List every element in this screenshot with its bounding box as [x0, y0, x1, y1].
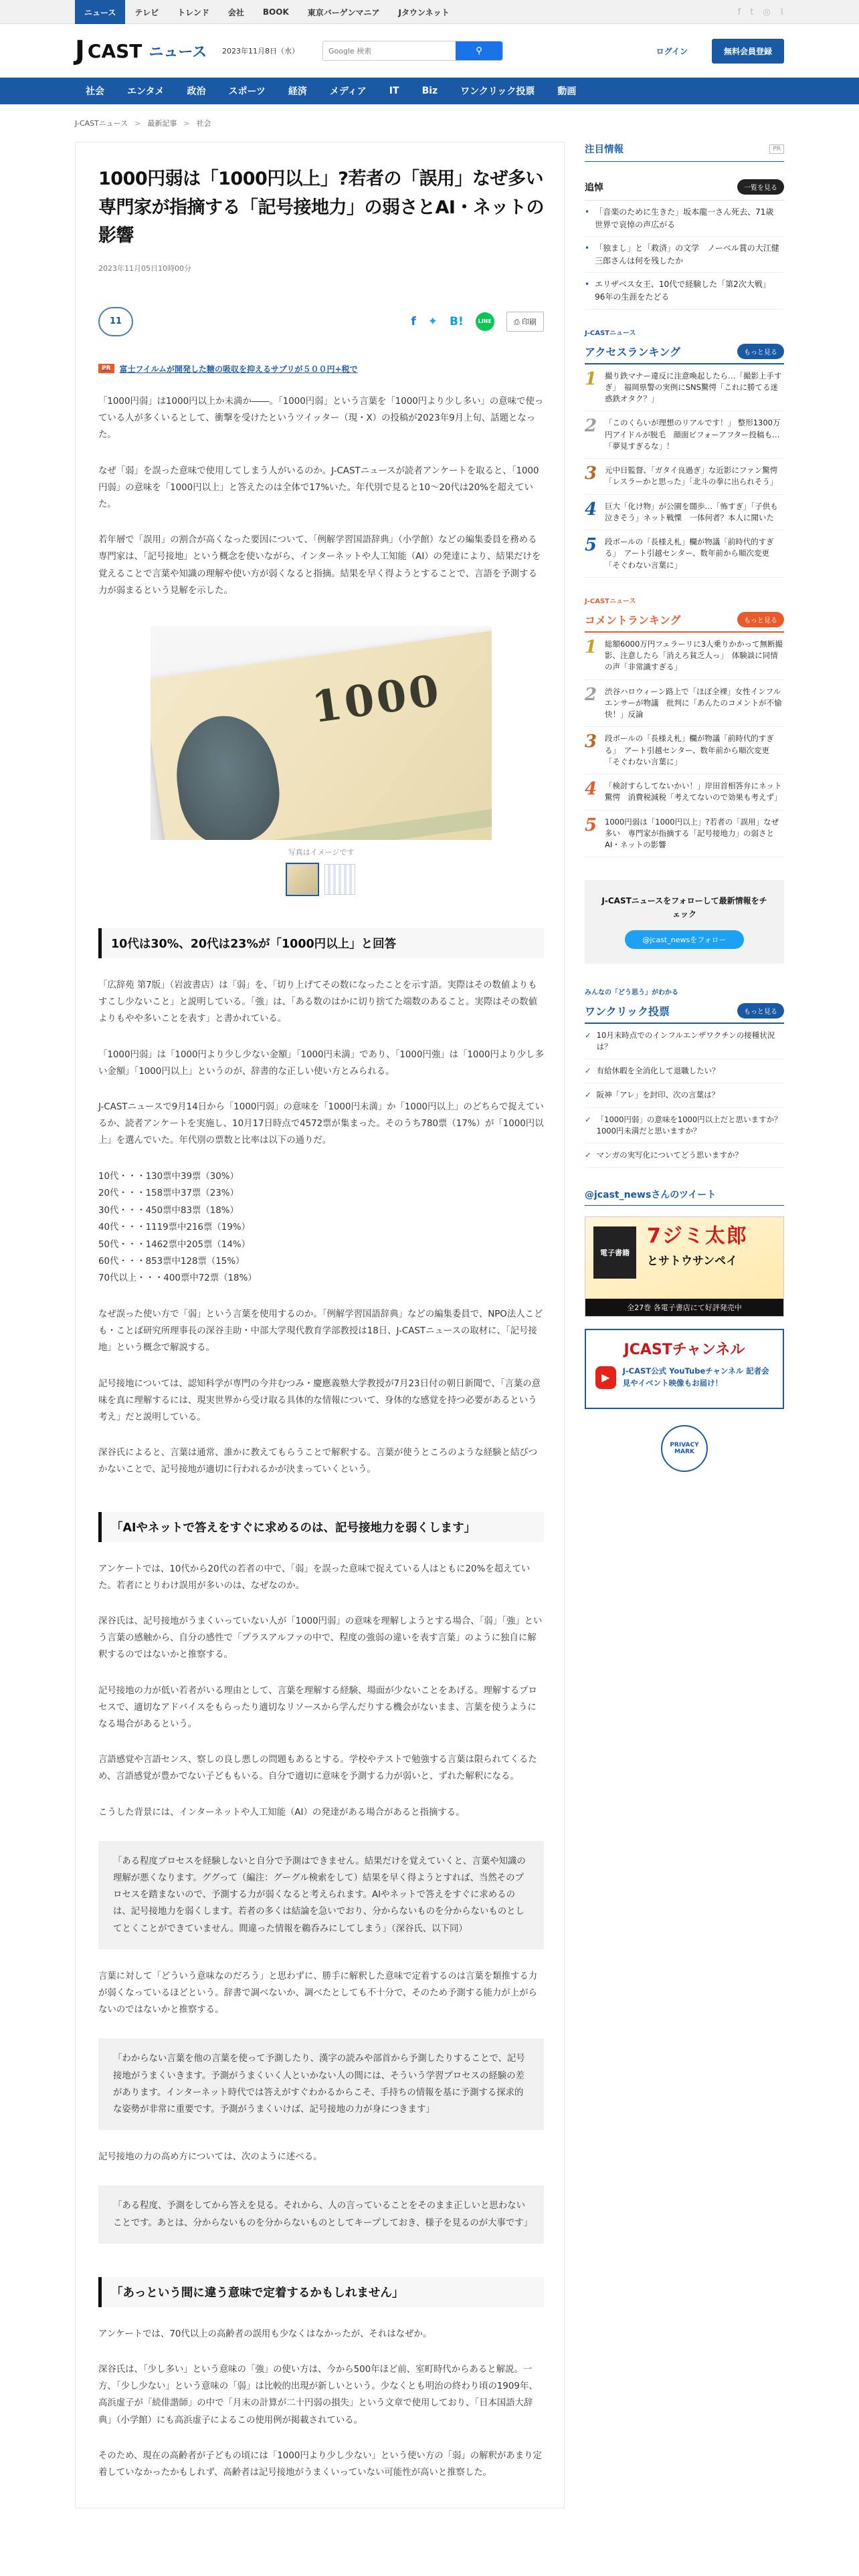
- hatena-share-icon[interactable]: B!: [449, 314, 464, 328]
- poll-item[interactable]: [585, 1083, 784, 1107]
- search-icon: ⚲: [476, 45, 482, 56]
- ranking-text: 元中日監督、「ガタイ良過ぎ」な近影にファン驚愕「レスラーかと思った」「北斗の拳に出られそう」: [605, 465, 778, 487]
- youtube-icon: ▶: [595, 1366, 616, 1389]
- banknote-denomination: 1000: [308, 665, 445, 734]
- comment-count-button[interactable]: [98, 307, 133, 336]
- ad-subtitle: とサトウサンペイ: [647, 1255, 738, 1269]
- search-button[interactable]: [456, 41, 502, 60]
- rank-number: 1: [585, 637, 597, 657]
- ranking-item[interactable]: [585, 530, 784, 578]
- memorial-title: 追悼: [585, 182, 603, 193]
- youtube-channel-banner[interactable]: [585, 1329, 784, 1409]
- privacy-mark-seal[interactable]: PRIVACY MARK: [661, 1425, 708, 1472]
- ebook-badge: 電子書籍: [593, 1226, 636, 1279]
- comment-label: J-CASTニュース: [585, 597, 636, 605]
- age-results-list: [98, 1168, 544, 1287]
- follow-box: [585, 880, 784, 963]
- register-button[interactable]: 無料会員登録: [712, 39, 784, 64]
- ranking-text: 段ボールの「長様え札」欄が物議「前時代的すぎる」 アート引越センター、数年前から順次変更「そぐわない言葉に」: [605, 734, 774, 766]
- list-item[interactable]: [585, 201, 784, 237]
- ranking-text: 「このくらいが理想のリアルです！」 整形1300万円アイドルが脱毛 顔面ビフォーアフター投稿も…「夢見すぎるな」！: [605, 418, 781, 451]
- list-item-text: 「独まし」と「救済」の文学 ノーベル賞の大江健三郎さんは何を残したか: [595, 243, 779, 265]
- age-result: 50代・・・1462票中205票（14%）: [98, 1239, 250, 1250]
- rank-number: 4: [585, 779, 597, 800]
- photo-thumbnails: [151, 864, 492, 895]
- paragraph: 深谷氏は、「少し多い」という意味の「強」の使い方は、今から500年ほど前、室町時代からあると解説。一方、「少し少ない」という意味の「弱」は比較的出現が新しいという。少なくとも明治の終わり頃の1909年、高浜虚子が「続俳諧師」の中で「月末の計算が二十円弱の損失」という文章で使用しており、「日本国語大辞典」（小学館）にも高浜虚子によるこの使用例が掲載されている。: [98, 2365, 538, 2426]
- poll-text: 阪神「アレ」を封印、次の言葉は？: [596, 1090, 720, 1100]
- rank-number: 1: [585, 368, 597, 389]
- notice-title: 注目情報: [585, 144, 624, 155]
- rank-number: 5: [585, 535, 597, 556]
- rank-number: 3: [585, 732, 597, 752]
- sidebar: [585, 142, 790, 2508]
- global-nav: [0, 78, 859, 104]
- logo-j: J: [75, 35, 84, 66]
- paragraph: 「広辞苑 第7版」（岩波書店）は「弱」を、「切り上げてその数になったことを示す語。実際はその数値よりもすこし少ないこと」と説明している。「強」は、「ある数のはかに切り捨てた端数のあること。実際はその数値よりもやや多いことを表す」と書かれている。: [98, 980, 538, 1025]
- logo-news: ニュース: [149, 43, 207, 61]
- access-label: J-CASTニュース: [585, 329, 636, 337]
- pr-badge: PR: [769, 144, 784, 154]
- top-social-icons: [738, 7, 784, 17]
- twitter-icon[interactable]: t: [750, 7, 754, 17]
- paragraph: 深谷氏によると、言葉は通常、誰かに教えてもらうことで解釈する。言葉が使うところのような経験と結びつかないことで、記号接地が適切に行われるかが決まっていくという。: [98, 1448, 538, 1475]
- bullet-icon: •: [585, 243, 590, 253]
- gnav-society[interactable]: 社会: [86, 86, 104, 97]
- instagram-icon[interactable]: ◎: [763, 7, 771, 17]
- topnav-trend[interactable]: トレンド: [177, 7, 209, 17]
- ranking-item[interactable]: [585, 495, 784, 531]
- comment-ranking-header: [585, 608, 784, 633]
- share-bar: [98, 303, 544, 340]
- channel-subtitle: J-CAST公式 YouTubeチャンネル 記者会見やイベント映像もお届け！: [622, 1366, 769, 1388]
- printer-icon: ⎙: [513, 317, 522, 326]
- article: [75, 142, 565, 2508]
- rank-number: 4: [585, 499, 597, 520]
- access-ranking-header: [585, 340, 784, 364]
- paragraph: そのため、現在の高齢者が子どもの頃には「1000円より少し少ない」という使い方の「弱」の解釈があまり定着していなかったかもしれず、高齢者は記号接地がうまくいっていない可能性が高いと推察した。: [98, 2450, 542, 2478]
- paragraph: 「1000円弱」は「1000円より少し少ない金額」「1000円未満」であり、「1000円強」は「1000円より少し多い金額」「1000円以上」というのが、辞書的な正しい使い方とみられる。: [98, 1049, 544, 1077]
- article-date: 2023年11月05日10時00分: [98, 263, 191, 273]
- poll-title: ワンクリック投票: [585, 1004, 670, 1018]
- gnav-economy[interactable]: 経済: [288, 86, 307, 97]
- ranking-item[interactable]: [585, 774, 784, 811]
- ranking-text: 渋谷ハロウィーン路上で「ほぼ全裸」女性インフルエンサーが物議 批判に「あんたのコメントが不愉快！」反論: [605, 686, 782, 720]
- check-icon: ✓: [585, 1030, 591, 1040]
- banknote-portrait: [169, 710, 286, 840]
- login-button[interactable]: ログイン: [656, 46, 688, 56]
- gnav-entertainment[interactable]: エンタメ: [127, 86, 165, 97]
- top-nav: [75, 0, 459, 24]
- section-heading: 「あっという間に違う意味で定着するかもしれません」: [98, 2277, 544, 2307]
- promo-link[interactable]: [98, 363, 544, 374]
- ranking-item[interactable]: [585, 364, 784, 412]
- memorial-more-button[interactable]: 一覧を見る: [737, 179, 784, 195]
- blockquote: [98, 1841, 544, 1949]
- paragraph: 「1000円弱」は1000円以上か未満か――。「1000円弱」という言葉を「1000円より少し多い」の意味で使っている人が多くいるとして、衝撃を受けたというツイッター（現・X）の投稿が2023年9月上旬、話題となった。: [98, 396, 544, 441]
- photo-caption: 写真はイメージです: [288, 848, 355, 857]
- gnav-sports[interactable]: スポーツ: [228, 86, 266, 97]
- poll-section: [585, 986, 790, 1168]
- age-result: 30代・・・450票中83票（18%）: [98, 1205, 239, 1216]
- search-box: [322, 41, 503, 61]
- topnav-company[interactable]: 会社: [227, 7, 244, 17]
- top-bar: [0, 0, 859, 24]
- list-item-text: 「音楽のために生きた」坂本龍一さん死去、71歳 世界で哀悼の声広がる: [595, 207, 782, 229]
- breadcrumb-latest[interactable]: 最新記事: [147, 119, 177, 128]
- age-result: 10代・・・130票中39票（30%）: [98, 1171, 239, 1182]
- quote-text: 「ある程度プロセスを経験しないと自分で予測はできません。結果だけを覚えていくと、言葉や知識の理解が悪くなります。ググって（編注：グーグル検索をして）結果を早く得ようとすれば、当然そのプロセスを踏まないので、予測する力が弱くなると考えられます。AIやネットで答えをすぐに求めるのは、記号接地力を弱くします。若者の多くは結論を急いでおり、分からないものを分からないものとしてとくことができていません。間違った情報を鵜呑みにしてしまう」（深谷氏、以下同）: [113, 1856, 526, 1934]
- rank-number: 5: [585, 815, 597, 835]
- topnav-bargain[interactable]: 東京バーゲンマニア: [307, 7, 380, 17]
- article-body: [98, 393, 544, 2481]
- breadcrumb: [75, 104, 784, 142]
- ranking-item[interactable]: [585, 411, 784, 459]
- ranking-text: 1000円弱は「1000円以上」?若者の「誤用」なぜ多い 専門家が指摘する「記号接地力」の弱さとAI・ネットの影響: [605, 817, 779, 850]
- tweets-heading[interactable]: @jcast_newsさんのツイート: [585, 1188, 784, 1206]
- breadcrumb-society[interactable]: 社会: [196, 119, 211, 128]
- topnav-jtown[interactable]: Jタウンネット: [398, 7, 450, 17]
- quote-text: 「わからない言葉を他の言葉を使って予測したり、漢字の読みや部首から予測したりすることで、記号接地がうまくいきます。予測がうまくいく人といかない人の間には、そういう学習プロセスの経験の差があります。インターネット時代では答えがすぐわかるからこそ、手持ちの情報を基に予測する探求的な姿勢が非常に重要です。予測がうまくいけば、記号接地の力が身につきます」: [113, 2054, 525, 2115]
- check-icon: ✓: [585, 1090, 591, 1100]
- search-input[interactable]: [323, 41, 456, 60]
- list-item[interactable]: [585, 237, 784, 273]
- header-date: 2023年11月8日（水）: [222, 47, 299, 56]
- poll-text: 「1000円弱」の意味を1000円以上だと思いますか？ 1000円未満だと思いますか？: [596, 1114, 790, 1136]
- ranking-text: 総額6000万円フェラーリに3人乗りかかって無断撮影、注意したら「消えろ貧乏人っ」 体験談に同情の声「非常識すぎる」: [605, 639, 783, 672]
- check-icon: ✓: [585, 1150, 591, 1160]
- blockquote: [98, 2038, 544, 2130]
- site-logo[interactable]: [75, 35, 215, 66]
- poll-header: [585, 999, 784, 1024]
- gnav-biz[interactable]: Biz: [421, 86, 438, 96]
- paragraph: アンケートでは、10代から20代の若者の中で、「弱」を誤った意味で捉えている人はともに20%を超えていた。若者にとりわけ誤用が多いのは、なぜなのか。: [98, 1564, 531, 1591]
- paragraph: なぜ「弱」を誤った意味で使用してしまう人がいるのか。J-CASTニュースが読者アンケートを取ると、「1000円弱」の意味を「1000円以上」と答えたのは全体で17%いた。年代別で見ると10～20代は20%を超えていた。: [98, 465, 539, 510]
- paragraph: こうした背景には、インターネットや人工知能（AI）の発達がある場合があると指摘する。: [98, 1807, 465, 1818]
- line-share-icon[interactable]: LINE: [476, 312, 494, 331]
- comment-count: 11: [109, 316, 122, 327]
- rank-number: 2: [585, 684, 597, 705]
- ranking-item[interactable]: [585, 727, 784, 774]
- notice-header: [585, 142, 784, 162]
- facebook-share-icon[interactable]: f: [411, 314, 416, 328]
- thumbnail-2[interactable]: [324, 864, 355, 895]
- ranking-item[interactable]: [585, 680, 784, 728]
- article-title: 1000円弱は「1000円以上」?若者の「誤用」なぜ多い 専門家が指摘する「記号接地力」の弱さとAI・ネットの影響: [98, 169, 561, 247]
- paragraph: アンケートでは、70代以上の高齢者の誤用も少なくはなかったが、それはなぜか。: [98, 2329, 432, 2339]
- memorial-list: [585, 201, 784, 310]
- twitter-follow-button[interactable]: @jcast_newsをフォロー: [625, 930, 743, 949]
- blockquote: [98, 2185, 544, 2243]
- logo-cast: CAST: [87, 39, 142, 62]
- section-heading: 「AIやネットで答えをすぐに求めるのは、記号接地力を弱くします」: [98, 1512, 544, 1542]
- bullet-icon: •: [585, 280, 590, 290]
- paragraph: 深谷氏は、記号接地がうまくいっていない人が「1000円弱」の意味を理解しようとする場合、「弱」「強」という言葉の感触から、自分の感性で「プラスアルファの中で、程度の強弱の違いを表す言葉」のように独自に解釈するのではないかと推察する。: [98, 1616, 543, 1660]
- list-item-text: エリザベス女王、10代で経験した「第2次大戦」 96年の生涯をたどる: [595, 280, 775, 302]
- paragraph: J-CASTニュースで9月14日から「1000円弱」の意味を「1000円未満」か「1000円以上」のどちらで捉えているか、読者アンケートを実施し、10月17日時点で4572票が集まった。そのうち780票（17%）が「1000円以上」を選んでいた。年代別の票数と比率は以下の通りだ。: [98, 1102, 544, 1146]
- channel-title-rest: CASTチャンネル: [629, 1341, 745, 1359]
- thumbnail-1[interactable]: [287, 864, 318, 895]
- access-ranking-title: アクセスランキング: [585, 345, 681, 358]
- gnav-poll[interactable]: ワンクリック投票: [460, 86, 535, 97]
- list-item[interactable]: [585, 273, 784, 309]
- age-result: 60代・・・853票中128票（15%）: [98, 1256, 245, 1267]
- print-button[interactable]: [506, 312, 544, 332]
- facebook-icon[interactable]: f: [737, 7, 741, 17]
- pr-tag: PR: [98, 364, 114, 373]
- poll-list: [585, 1024, 790, 1168]
- article-photo-banknote[interactable]: [151, 626, 492, 840]
- ranking-text: 「検討すらしてないかい！」岸田首相答弁にネット驚愕 消費税減税「考えてないので効果も考えず」: [605, 781, 782, 802]
- gnav-politics[interactable]: 政治: [187, 86, 206, 97]
- print-label: 印刷: [522, 317, 537, 326]
- poll-text: 有給休暇を全消化して退職したい？: [596, 1066, 720, 1076]
- ad-title: 7ジミ太郎: [647, 1224, 748, 1249]
- topnav-news[interactable]: ニュース: [75, 0, 125, 24]
- article-figure: [151, 626, 492, 895]
- paragraph: なぜ誤った使い方で「弱」という言葉を使用するのか。「例解学習国語辞典」などの編集委員で、NPO法人こども・ことば研究所理事長の深谷圭助・中部大学現代教育学部教授は18日、J-CASTニュースの取材に、「記号接地」という概念で解説する。: [98, 1309, 543, 1354]
- paragraph: 言語感覚や言語センス、察しの良し悪しの問題もあるとする。学校やテストで勉強する言葉は限られてくるため、言語感覚が豊かでない子どももいる。自分で適切に意味を予測する力が弱いと、ずれた解釈になる。: [98, 1755, 537, 1782]
- breadcrumb-home[interactable]: J-CASTニュース: [75, 119, 128, 128]
- paragraph: 若年層で「誤用」の割合が高くなった要因について、「例解学習国語辞典」（小学館）などの編集委員を務める専門家は、「記号接地」という概念を使いながら、インターネットや人工知能（AI）の発達により、結果だけを覚えることで言葉や知識の理解や使い方が弱くなると指摘。結果を早く得ようとすることで、言語を予測する力が弱まるという見解を示した。: [98, 535, 541, 596]
- comment-ranking-list: [585, 633, 784, 858]
- promo-text: 富士フイルムが開発した糖の吸収を抑えるサプリが５００円+税で: [119, 364, 358, 374]
- ranking-text: 巨大「化け物」が公園を闊歩…「怖すぎ」「子供も泣きそう」ネット戦慄 一体何者？本人に聞いた: [605, 501, 778, 522]
- follow-text: J-CASTニュースをフォローして最新情報をチェック: [601, 896, 767, 919]
- ebook-ad-banner[interactable]: [585, 1216, 784, 1317]
- access-ranking-list: [585, 364, 784, 578]
- banknote-image: [151, 628, 492, 840]
- ranking-text: 段ボールの「長様え札」欄が物議「前時代的すぎる」 アート引越センター、数年前から順次変更「そぐわない言葉に」: [605, 537, 774, 570]
- chevron-right-icon: >: [134, 118, 141, 128]
- poll-item[interactable]: [585, 1059, 784, 1083]
- rss-icon[interactable]: ⌇: [779, 7, 784, 17]
- access-more-button[interactable]: もっと見る: [737, 344, 784, 359]
- paragraph: 言葉に対して「どういう意味なのだろう」と思わずに、勝手に解釈した意味で定着するのは言葉を類推する力が弱くなっているほどという。辞書で調べないか、調べたとしても不十分で、そのため予測する能力が上がらないのではないかと推察する。: [98, 1971, 538, 2016]
- paragraph: 記号接地の力の高め方については、次のように述べる。: [98, 2152, 322, 2163]
- paragraph: 記号接地の力が低い若者がいる理由として、言葉を理解する経験、場面が少ないことをあげる。理解するプロセスで、適切なアドバイスをもらったり適切なリソースから学んだりする機会がないまま、言葉を使うようになる場合があるという。: [98, 1685, 537, 1729]
- bullet-icon: •: [585, 207, 590, 217]
- check-icon: ✓: [585, 1114, 591, 1124]
- twitter-share-icon[interactable]: ✦: [427, 314, 438, 328]
- rank-number: 2: [585, 416, 597, 437]
- poll-more-button[interactable]: もっと見る: [737, 1003, 784, 1018]
- paragraph: 記号接地については、認知科学が専門の今井むつみ・慶應義塾大学教授が7月23日付の朝日新聞で、「言葉の意味を真に理解するには、現実世界から受け取る具体的な情報について、身体的な感覚を持つ必要があるという考え」だと説明している。: [98, 1378, 541, 1422]
- ad-bar: 全27巻 各電子書店にて好評発売中: [585, 1299, 783, 1316]
- ranking-text: 撮り鉄マナー違反に注意喚起したら…「撮影上手すぎ」 福岡県警の実例にSNS驚愕「これに勝てる迷惑鉄オタク？」: [605, 370, 782, 404]
- check-icon: ✓: [585, 1066, 591, 1076]
- poll-item[interactable]: [585, 1024, 784, 1060]
- topnav-tv[interactable]: テレビ: [134, 7, 159, 17]
- poll-label: みんなの「どう思う」がわかる: [585, 988, 678, 996]
- section-heading: 10代は30%、20代は23%が「1000円以上」と回答: [98, 928, 544, 958]
- poll-text: 10月末時点でのインフルエンザワクチンの接種状況は？: [596, 1030, 775, 1051]
- poll-text: マンガの実写化についてどう思いますか？: [596, 1150, 743, 1160]
- poll-item[interactable]: [585, 1144, 784, 1168]
- gnav-it[interactable]: IT: [389, 86, 399, 96]
- chevron-right-icon: >: [183, 118, 190, 128]
- gnav-video[interactable]: 動画: [557, 86, 577, 97]
- channel-title: [595, 1338, 773, 1359]
- ranking-item[interactable]: [585, 459, 784, 495]
- topnav-book[interactable]: BOOK: [262, 7, 289, 17]
- age-result: 70代以上・・・400票中72票（18%）: [98, 1273, 257, 1284]
- age-result: 40代・・・1119票中216票（19%）: [98, 1222, 250, 1233]
- age-result: 20代・・・158票中37票（23%）: [98, 1188, 239, 1199]
- memorial-header: [585, 179, 784, 201]
- comment-ranking-title: コメントランキング: [585, 613, 681, 627]
- ranking-item[interactable]: [585, 811, 784, 858]
- rank-number: 3: [585, 463, 597, 484]
- site-header: [0, 24, 859, 78]
- ranking-item[interactable]: [585, 633, 784, 680]
- quote-text: 「ある程度、予測をしてから答えを見る。それから、人の言っていることをそのまま正しいと思わないことです。あとは、分からないものを分からないものとしてキープしておき、様子を見るのが大事です」: [113, 2201, 533, 2228]
- comment-more-button[interactable]: もっと見る: [737, 612, 784, 627]
- gnav-media[interactable]: メディア: [329, 86, 367, 97]
- channel-title-j: J: [624, 1341, 630, 1359]
- poll-item[interactable]: [585, 1108, 790, 1144]
